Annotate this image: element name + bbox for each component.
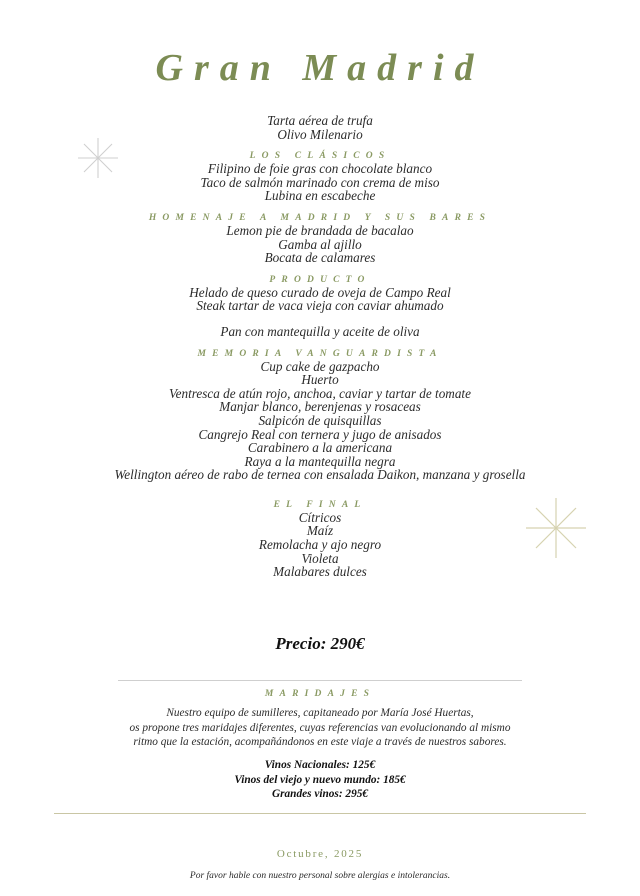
- menu-item: Wellington aéreo de rabo de ternea con ensalada Daikon, manzana y grosella: [114, 467, 526, 483]
- wine-option: Vinos Nacionales: 125€: [264, 759, 376, 771]
- menu-item: Raya a la mantequilla negra: [244, 453, 396, 469]
- menu-item: Taco de salmón marinado con crema de miso: [200, 174, 440, 190]
- menu-item: Tarta aérea de trufa: [267, 113, 373, 128]
- menu-item: Violeta: [301, 550, 339, 566]
- section-heading-clasicos: LOS CLÁSICOS: [249, 151, 391, 162]
- maridajes-description: [0, 706, 640, 750]
- menu-item: Ventresca de atún rojo, anchoa, caviar y tartar de tomate: [169, 385, 471, 401]
- wine-pairing-prices: [0, 758, 640, 802]
- menu-item: Carabinero a la americana: [247, 440, 393, 456]
- section-heading-homenaje: HOMENAJE A MADRID Y SUS BARES: [148, 212, 492, 223]
- description-line: ritmo que la estación, acompañándonos en este viaje a través de nuestros sabores.: [133, 736, 507, 749]
- divider: [54, 813, 586, 814]
- menu-price: Precio: 290€: [275, 634, 365, 653]
- menu-item: Malabares dulces: [273, 564, 367, 580]
- menu-date: Octubre, 2025: [276, 848, 364, 860]
- menu-item: Salpicón de quisquillas: [258, 412, 382, 428]
- section-heading-final: EL FINAL: [273, 499, 367, 510]
- menu-item: Filipino de foie gras con chocolate blanco: [207, 161, 433, 177]
- description-line: Nuestro equipo de sumilleres, capitaneado por María José Huertas,: [166, 707, 474, 719]
- menu-item: Helado de queso curado de oveja de Campo Real: [189, 284, 451, 300]
- menu-item: Olivo Milenario: [277, 126, 363, 142]
- menu-item: Cup cake de gazpacho: [260, 358, 380, 374]
- menu-item: Manjar blanco, berenjenas y rosaceas: [219, 399, 421, 415]
- menu-item: Maíz: [306, 523, 334, 539]
- wine-option: Grandes vinos: 295€: [271, 788, 369, 801]
- menu-item: Steak tartar de vaca vieja con caviar ahumado: [196, 298, 444, 314]
- divider: [118, 680, 522, 681]
- menu-item: Remolacha y ajo negro: [258, 537, 382, 553]
- page-title: Gran Madrid: [155, 47, 485, 89]
- menu-item: Huerto: [301, 372, 339, 388]
- menu-item: Gamba al ajillo: [278, 236, 362, 252]
- section-heading-maridajes: MARIDAJES: [264, 689, 376, 699]
- menu-item: Bocata de calamares: [264, 250, 376, 266]
- section-heading-producto: PRODUCTO: [269, 274, 371, 285]
- menu-item-bread: Pan con mantequilla y aceite de oliva: [220, 323, 420, 339]
- menu-item: Cítricos: [298, 509, 342, 525]
- tasting-menu: [0, 114, 640, 579]
- description-line: os propone tres maridajes diferentes, cuyas referencias van evolucionando al mismo: [129, 721, 511, 734]
- menu-item: Lubina en escabeche: [264, 188, 376, 204]
- menu-item: Cangrejo Real con ternera y jugo de anisados: [198, 426, 442, 442]
- menu-item: Lemon pie de brandada de bacalao: [226, 222, 414, 238]
- wine-option: Vinos del viejo y nuevo mundo: 185€: [234, 773, 406, 786]
- section-heading-vanguardista: MEMORIA VANGUARDISTA: [197, 348, 443, 359]
- allergy-note: Por favor hable con nuestro personal sobre alergias e intolerancias.: [189, 871, 451, 881]
